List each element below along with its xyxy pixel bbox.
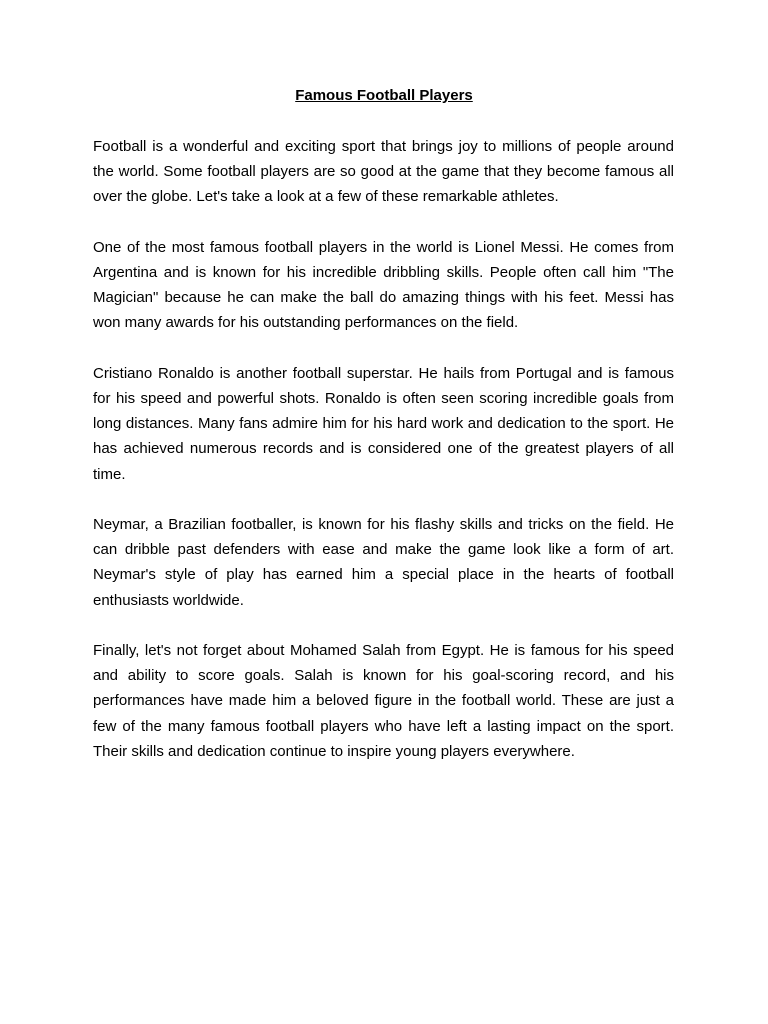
paragraph-salah: Finally, let's not forget about Mohamed Salah from Egypt. He is famous for his speed and ability to score goals. Salah is known for his goal-scoring record, and his performances have made him a beloved figure in the football world. These are just a few of the many famous football players who have left a lasting impact on the sport. Their skills and dedication continue to inspire young players everywhere. (93, 642, 674, 760)
paragraph-intro: Football is a wonderful and exciting sport that brings joy to millions of people around the world. Some football players are so good at the game that they become famous all over the globe. Let's take a look at a few of these remarkable athletes. (93, 138, 674, 206)
paragraph-neymar: Neymar, a Brazilian footballer, is known for his flashy skills and tricks on the field. He can dribble past defenders with ease and make the game look like a form of art. Neymar's style of play has earned him a special place in the hearts of football enthusiasts worldwide. (93, 516, 674, 609)
document-body (93, 134, 674, 789)
paragraph-messi: One of the most famous football players in the world is Lionel Messi. He comes from Argentina and is known for his incredible dribbling skills. People often call him "The Magician" because he can make the ball do amazing things with his feet. Messi has won many awards for his outstanding performances on the field. (93, 238, 674, 332)
document-title: Famous Football Players (295, 87, 473, 104)
paragraph-ronaldo: Cristiano Ronaldo is another football superstar. He hails from Portugal and is famous for his speed and powerful shots. Ronaldo is often seen scoring incredible goals from long distances. Many fans admire him for his hard work and dedication to the sport. He has achieved numerous records and is considered one of the greatest players of all time. (93, 364, 674, 483)
